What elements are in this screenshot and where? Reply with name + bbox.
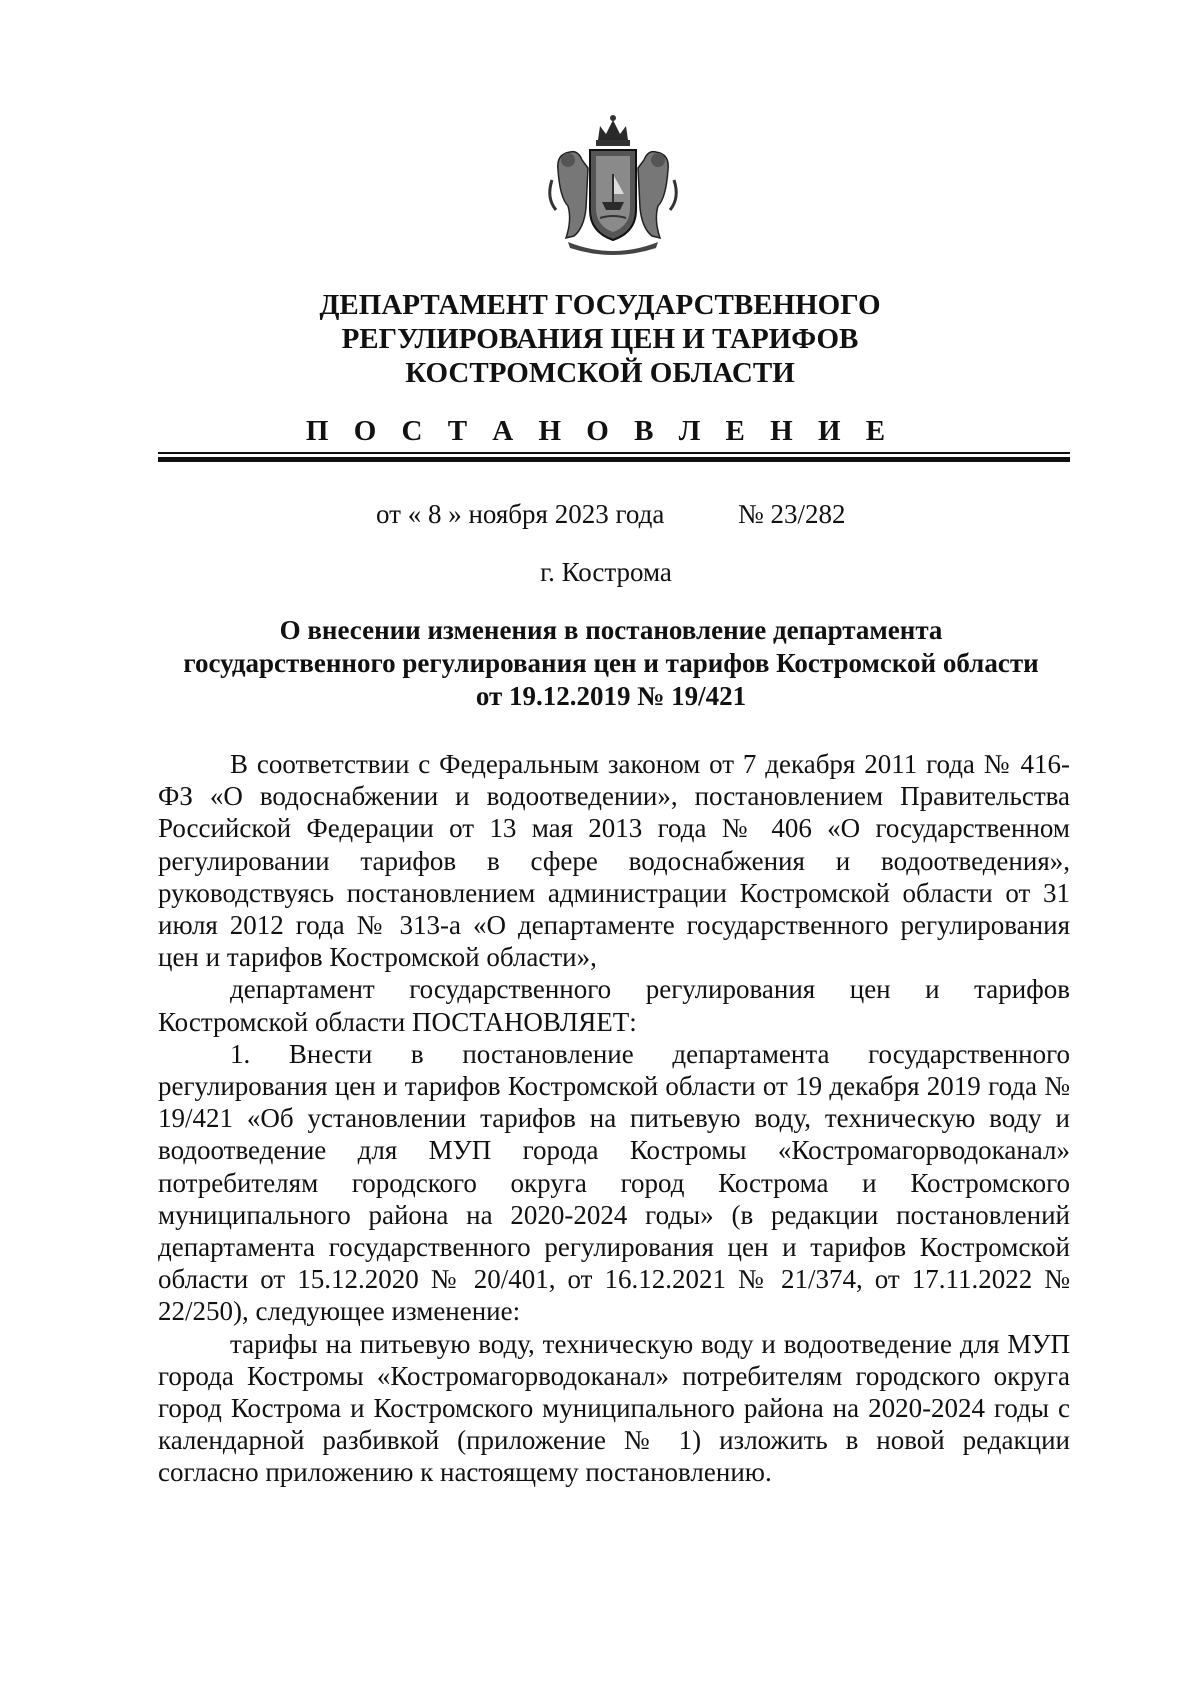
header-rule-thin — [158, 452, 1070, 454]
department-name-line: ДЕПАРТАМЕНТ ГОСУДАРСТВЕННОГО — [319, 289, 881, 321]
body-paragraph: тарифы на питьевую воду, техническую воду и водоотведение для МУП города Костромы «Костромагорводоканал» потребителям городского округа город Кострома и Костромского муниципального района на 2020-2024 годы с календарной разбивкой (приложение № 1) изложить в новой редакции согласно приложению к настоящему постановлению. — [158, 1328, 1070, 1488]
document-city: г. Кострома — [540, 557, 672, 587]
document-type-heading: П О С Т А Н О В Л Е Н И Е — [305, 415, 895, 447]
department-name-line: КОСТРОМСКОЙ ОБЛАСТИ — [405, 357, 795, 389]
subject-line: от 19.12.2019 № 19/421 — [475, 681, 747, 711]
department-name-line: РЕГУЛИРОВАНИЯ ЦЕН И ТАРИФОВ — [341, 323, 859, 355]
body-paragraph: 1. Внести в постановление департамента государственного регулирования цен и тарифов Костромской области от 19 декабря 2019 года № 19/421 «Об установлении тарифов на питьевую воду, техническую воду и водоотведение для МУП города Костромы «Костромагорводоканал» потребителям городского округа город Кострома и Костромского муниципального района на 2020-2024 годы» (в редакции постановлений департамента государственного регулирования цен и тарифов Костромской области от 15.12.2020 № 20/401, от 16.12.2021 № 21/374, от 17.11.2022 № 22/250), следующее изменение: — [158, 1038, 1070, 1327]
body-paragraph: департамент государственного регулирования цен и тарифов Костромской области ПОСТАНОВЛЯЕТ: — [158, 974, 1070, 1037]
body-paragraph: В соответствии с Федеральным законом от 7 декабря 2011 года № 416-ФЗ «О водоснабжении и водоотведении», постановлением Правительства Российской Федерации от 13 мая 2013 года № 406 «О государственном регулировании тарифов в сфере водоснабжения и водоотведения», руководствуясь постановлением администрации Костромской области от 31 июля 2012 года № 313-а «О департаменте государственного регулирования цен и тарифов Костромской области», — [158, 749, 1070, 973]
document-subject — [150, 614, 1072, 713]
coat-of-arms-icon — [538, 110, 688, 260]
document-number: № 23/282 — [738, 499, 846, 529]
subject-line: государственного регулирования цен и тарифов Костромской области — [183, 648, 1039, 678]
header-rule-thick — [158, 457, 1070, 462]
department-name — [150, 288, 1050, 390]
document-date: от « 8 » ноября 2023 года — [376, 499, 665, 529]
document-body — [158, 748, 1070, 1489]
subject-line: О внесении изменения в постановление департамента — [279, 615, 943, 645]
